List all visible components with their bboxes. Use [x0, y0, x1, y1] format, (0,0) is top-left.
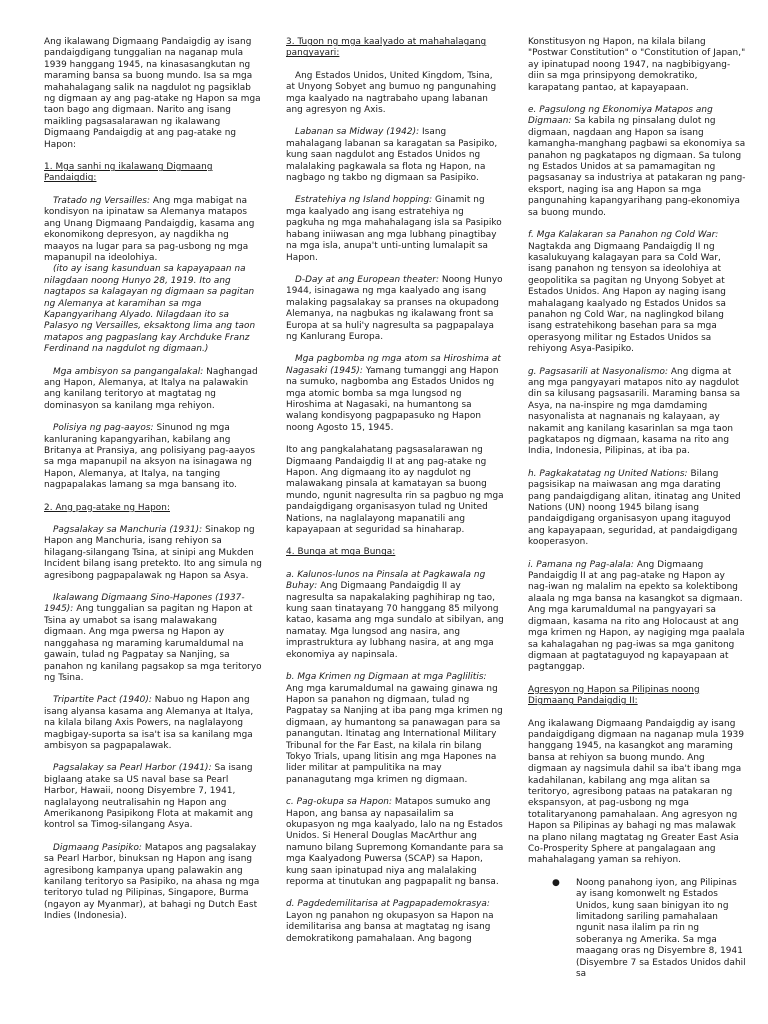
paragraph-nasyonalismo — [528, 367, 746, 458]
term-label: i. Pamana ng Pag-alala: — [528, 559, 634, 570]
paragraph-versailles — [44, 196, 262, 356]
term-label: Pagsalakay sa Manchuria (1931): — [53, 525, 203, 536]
paragraph-text: Matapos sumuko ang Hapon, ang bansa ay napasailalim sa okupasyon ng mga kaalyado, lalo na ng Estados Unidos. Si Heneral Douglas MacArthur ang namuno bilang Supremong Komandante para sa mga Kaalyadong Puwersa (SCAP) sa Hapon, kung saan ipinatupad niya ang malalaking reporma at tinutukan ang pagpapalit ng bansa. — [286, 797, 504, 887]
paragraph-text: Ang digma at ang mga pangyayari matapos nito ay nagdulot din sa kilusang pagsasarili. Maraming bansa sa Asya, na na-inspire ng mga damdaming nasyonalista at nagnanais ng kalayaan, ay nakamit ang kanilang kasarinlan sa mga taon pagkatapos ng digmaan, kasama na rito ang India, Indonesia, Pilipinas, at iba pa. — [528, 366, 741, 457]
term-label: Mga pagbomba ng mga atom sa Hiroshima at Nagasaki (1945): — [286, 354, 501, 376]
paragraph-united-nations — [528, 469, 746, 549]
column-1 — [44, 37, 262, 934]
term-label: a. Kalunos-lunos na Pinsala at Pagkawala ng Buhay: — [286, 569, 486, 592]
list-item-text: Noong panahong iyon, ang Pilipinas ay isang komonwelt ng Estados Unidos, kung saan binigyan ito ng limitadong sariling pamahalaan ngunit nasa ilalim pa rin ng soberanya ng Amerika. Sa mga maagang oras ng Disyembre 8, 1941 (Disyembre 7 sa Estados Unidos dahil sa — [576, 877, 746, 980]
paragraph-manchuria — [44, 525, 262, 582]
section-heading-1: 1. Mga sanhi ng ikalawang Digmaang Pandaigdig: — [44, 162, 213, 184]
paragraph-text: Ang Digmaang Pandaigdig II at ang pag-atake ng Hapon ay nag-iwan ng malalim na epekto sa kolektibong alaala ng mga bansa na kasangkot sa digmaan. Ang mga karumaldumal na pangyayari sa digmaan, kasama na rito ang Holocaust at ang mga krimen ng Hapon, ay nagiging mga paalala sa kahalagahan ng pag-iwas sa mga ganitong digmaan at pagtataguyod ng kapayapaan at pagtanggap. — [528, 559, 745, 673]
paragraph-text: Sa kabila ng pinsalang dulot ng digmaan, nagdaan ang Hapon sa isang kamangha-manghang pagbawi sa ekonomiya sa panahon ng pagkatapos ng digmaan. Sa tulong ng Estados Unidos at sa pamamagitan ng pagsasanay sa industriya at patakaran ng pang-eksport, naging isa ang Hapon sa mga pangunahing kapangyarihang pang-ekonomiya sa buong mundo. — [528, 116, 746, 218]
paragraph-text: Sinakop ng Hapon ang Manchuria, isang rehiyon sa hilagang-silangang Tsina, at sinipi ang Mukden Incident bilang isang pretekto. Ito ang simula ng agresibong pagpapalawak ng Hapon sa Asya. — [44, 525, 262, 581]
term-label: Mga ambisyon sa pangangalakal: — [53, 366, 204, 377]
section-heading-5: Agresyon ng Hapon sa Pilipinas noong Digmaang Pandaigdig II: — [528, 684, 700, 707]
bullet-icon: ● — [552, 877, 560, 888]
paragraph-sino-hapones — [44, 593, 262, 684]
paragraph-text: Nagtakda ang Digmaang Pandaigdig II ng kasalukuyang kalagayan para sa Cold War, isang panahon ng tensyon sa ideolohiya at geopolitika sa pagitan ng Unyong Sobyet at Estados Unidos. Ang Hapon ay naging isang mahalagang kaalyado ng Estados Unidos sa panahon ng Cold War, na naglingkod bilang isang estratehikong basehan para sa mga operasyong militar ng Estados Unidos sa rehiyong Asya-Pasipiko. — [528, 241, 726, 355]
paragraph-ekonomiya — [528, 105, 746, 219]
term-label: Ikalawang Digmaang Sino-Hapones (1937-1945): — [44, 593, 245, 615]
paragraph-krimen — [286, 672, 504, 786]
term-label: f. Mga Kalakaran sa Panahon ng Cold War: — [528, 230, 719, 241]
term-label: Estratehiya ng Island hopping: — [295, 195, 433, 206]
paragraph-text: Matapos ang pagsalakay sa Pearl Harbor, binuksan ng Hapon ang isang agresibong kampanya upang palawakin ang kanilang teritoryo sa Pasipiko, na ahasa ng mga teritoryo tulad ng Pilipinas, Singapore, Burma (ngayon ay Myanmar), at bahagi ng Dutch East Indies (Indonesia). — [44, 842, 260, 922]
section-heading-4: 4. Bunga at mga Bunga: — [286, 547, 396, 558]
paragraph-island-hopping — [286, 195, 504, 263]
paragraph-text: Ang mga karumaldumal na gawaing ginawa ng Hapon sa panahon ng digmaan, tulad ng Pagpatay sa Nanjing at iba pang mga krimen ng digmaan, ay humantong sa panawagan para sa panangutan. Itinatag ang International Military Tribunal for the Far East, na kilala rin bilang Tokyo Trials, upang litisin ang mga Hapones na lider militar at pampulitika na may pananagutang mga krimen ng digmaan. — [286, 683, 503, 785]
paragraph-text: Bilang pagsisikap na maiwasan ang mga darating pang pandaigdigang alitan, itinatag ang United Nations (UN) noong 1945 bilang isang pandaigdigang organisasyon upang itaguyod ang kapayapaan, seguridad, at pandaigdigang kooperasyon. — [528, 468, 741, 548]
paragraph-pasipiko — [44, 843, 262, 923]
paragraph-atom-bomb — [286, 354, 504, 434]
term-label: D-Day at ang European theater: — [295, 274, 440, 285]
paragraph-pearl-harbor — [44, 763, 262, 831]
paragraph-text: Layon ng panahon ng okupasyon sa Hapon na idemilitarisa ang bansa at magtatag ng isang demokratikong pamahalaan. Ang bagong — [286, 910, 494, 944]
intro-paragraph: Ang ikalawang Digmaang Pandaigdig ay isang pandaigdigang tunggalian na naganap mula 1939 hanggang 1945, na kinasasangkutan ng maraming bansa sa buong mundo. Isa sa mga mahahalagang salik na nagdulot ng pagsiklab ng digmaan ay ang pag-atake ng Hapon sa mga taon bago ang digmaan. Narito ang isang maikling pagsasalarawan ng ikalawang Digmaang Pandaigdig at ang pag-atake ng Hapon: — [44, 37, 261, 150]
paragraph-pag-alala — [528, 560, 746, 674]
paragraph-agresyon: Ang ikalawang Digmaang Pandaigdig ay isang pandaigdigang digmaan na naganap mula 1939 hanggang 1945, na kasangkot ang maraming bansa at rehiyon sa buong mundo. Ang digmaan ay nagsimula dahil sa iba't ibang mga kadahilanan, kabilang ang mga alitan sa teritoryo, agresibong pataas na patakaran ng ekspansyon, at pag-usbong ng mga totalitaryanong pamahalaan. Ang agresyon ng Hapon sa Pilipinas ay bahagi ng mas malawak na plano nilang magtatag ng Greater East Asia Co-Prosperity Sphere at pangalagaan ang mahahalagang yaman sa rehiyon. — [528, 718, 745, 866]
paragraph-text: Sinunod ng mga kanluraning kapangyarihan, kabilang ang Britanya at Pransiya, ang polisiyang pag-aayos sa mga mapanupil na aksyon na isinagawa ng Hapon, Alemanya, at Italya, na tanging nagpapalakas lamang sa mga bansang ito. — [44, 423, 256, 491]
paragraph-summary: Ito ang pangkalahatang pagsasalarawan ng Digmaang Pandaigdig II at ang pag-atake ng Hapon. Ang digmaang ito ay nagdulot ng malawakang pinsala at kamatayan sa buong mundo, ngunit nagresulta rin sa pagbuo ng mga pandaigdigang organisasyon tulad ng United Nations, na naglalayong mapanatili ang kapayapaan at seguridad sa hinaharap. — [286, 445, 504, 536]
section-heading-2: 2. Ang pag-atake ng Hapon: — [44, 502, 170, 513]
term-label: Digmaang Pasipiko: — [53, 842, 142, 853]
paragraph-constitution: Konstitusyon ng Hapon, na kilala bilang "Postwar Constitution" o "Constitution of Japan," ay ipinatupad noong 1947, na nagbibigyang-diin sa mga prinsipyong demokratiko, karapatang pantao, at kapayapaan. — [528, 37, 746, 93]
term-label: b. Mga Krimen ng Digmaan at mga Paglilitis: — [286, 672, 487, 683]
paragraph-ambisyon — [44, 367, 262, 413]
paragraph-pinsala — [286, 570, 504, 661]
paragraph-text: Yamang tumanggi ang Hapon na sumuko, nagbomba ang Estados Unidos ng mga atomic bomba sa mga lungsod ng Hiroshima at Nagasaki, na humantong sa walang kondisyong pagpapasuko ng Hapon noong Agosto 15, 1945. — [286, 365, 499, 433]
paragraph-text: Nabuo ng Hapon ang isang alyansa kasama ang Alemanya at Italya, na kilala bilang Axis Powers, na naglalayong magbigay-suporta sa isa't isa sa kanilang mga ambisyon sa pagpapalawak. — [44, 695, 254, 751]
term-label: h. Pagkakatatag ng United Nations: — [528, 468, 688, 479]
section-heading-3: 3. Tugon ng mga kaalyado at mahahalagang pangyayari: — [286, 37, 487, 59]
term-label: c. Pag-okupa sa Hapon: — [286, 797, 393, 808]
paragraph-text: Ang Digmaang Pandaigdig II ay nagresulta sa napakalaking paghihirap ng tao, kung saan tinatayang 70 hanggang 85 milyong katao, kasama ang mga sundalo at sibilyan, ang namatay. Mga lungsod ang nasira, ang imprastruktura ay lubhang nasira, at ang mga ekonomiya ay napinsala. — [286, 581, 504, 660]
term-label: Tripartite Pact (1940): — [53, 695, 152, 706]
paragraph-demokrasya — [286, 899, 504, 945]
paragraph-kaalyado: Ang Estados Unidos, United Kingdom, Tsina, at Unyong Sobyet ang bumuo ng pangunahing mga kaalyado na nagtrabaho upang labanan ang agresyon ng Axis. — [286, 70, 497, 116]
column-2 — [286, 37, 504, 956]
paragraph-cold-war — [528, 230, 746, 355]
term-label: Tratado ng Versailles: — [53, 195, 150, 206]
paragraph-okupa — [286, 797, 504, 888]
paragraph-polisiya — [44, 423, 262, 491]
list-item — [552, 877, 746, 981]
paragraph-tripartite — [44, 695, 262, 752]
paragraph-text: Naghangad ang Hapon, Alemanya, at Italya na palawakin ang kanilang teritoryo at magtatag ng dominasyon sa kanilang mga rehiyon. — [44, 366, 258, 411]
paragraph-text: Ang tunggalian sa pagitan ng Hapon at Tsina ay umabot sa isang malawakang digmaan. Ang mga pwersa ng Hapon ay nanggahasa ng maraming karumaldumal na gawain, tulad ng Pagpatay sa Nanjing, sa panahon ng kanilang pagsakop sa mga teritoryo ng Tsina. — [44, 604, 262, 683]
term-label: d. Pagdedemilitarisa at Pagpapademokrasya: — [286, 899, 490, 910]
paragraph-text: Ang mga mabigat na kondisyon na ipinataw sa Alemanya matapos ang Unang Digmaang Pandaigdig, kasama ang ekonomikong depresyon, ay nagdikha ng maayos na lugar para sa pag-usbong ng mga mapanupil na ideolohiya. — [44, 195, 255, 263]
paragraph-text: Noong Hunyo 1944, isinagawa ng mga kaalyado ang isang malaking pagsalakay sa pranses na okupadong Alemanya, na nagbukas ng ikalawang front sa Europa at sa huli'y nagresulta sa pagpapalaya ng Kanlurang Europa. — [286, 274, 503, 342]
term-label: Labanan sa Midway (1942): — [295, 127, 420, 138]
term-label: Pagsalakay sa Pearl Harbor (1941): — [53, 763, 212, 774]
term-label: g. Pagsasarili at Nasyonalismo: — [528, 366, 669, 377]
paragraph-text: Sa isang biglaang atake sa US naval base sa Pearl Harbor, Hawaii, noong Disyembre 7, 1941, naglalayong neutralisahin ng Hapon ang Amerikanong Pasipikong Flota at makamit ang kontrol sa Timog-silangang Asya. — [44, 763, 254, 831]
paragraph-text: Isang mahalagang labanan sa karagatan sa Pasipiko, kung saan nagdulot ang Estados Unidos ng malalaking pagkawala sa flota ng Hapon, na nagbago ng takbo ng digmaan sa Pasipiko. — [286, 127, 498, 184]
term-label: e. Pagsulong ng Ekonomiya Matapos ang Digmaan: — [528, 105, 713, 127]
paragraph-d-day — [286, 275, 504, 343]
term-label: Polisiya ng pag-aayos: — [53, 423, 154, 434]
bullet-list — [528, 878, 746, 981]
italic-note: (ito ay isang kasunduan sa kapayapaan na nilagdaan noong Hunyo 28, 1919. Ito ang nagtapos sa kalagayan ng digmaan sa pagitan ng Alemanya at karamihan sa mga Kapangyarihang Alyado. Nilagdaan ito sa Palasyo ng Versailles, eksaktong lima ang taon matapos ang pagpaslang kay Archduke Franz Ferdinand na nagdulot ng digmaan.) — [44, 264, 256, 355]
paragraph-text: Ginamit ng mga kaalyado ang isang estratehiya ng pagkuha ng mga mahahalagang isla sa Pasipiko habang iniiwasan ang mga lubhang pinagtibay na mga isla, anupa't unti-unting lumalapit sa Hapon. — [286, 195, 502, 263]
paragraph-midway — [286, 127, 504, 184]
column-3 — [528, 37, 746, 980]
